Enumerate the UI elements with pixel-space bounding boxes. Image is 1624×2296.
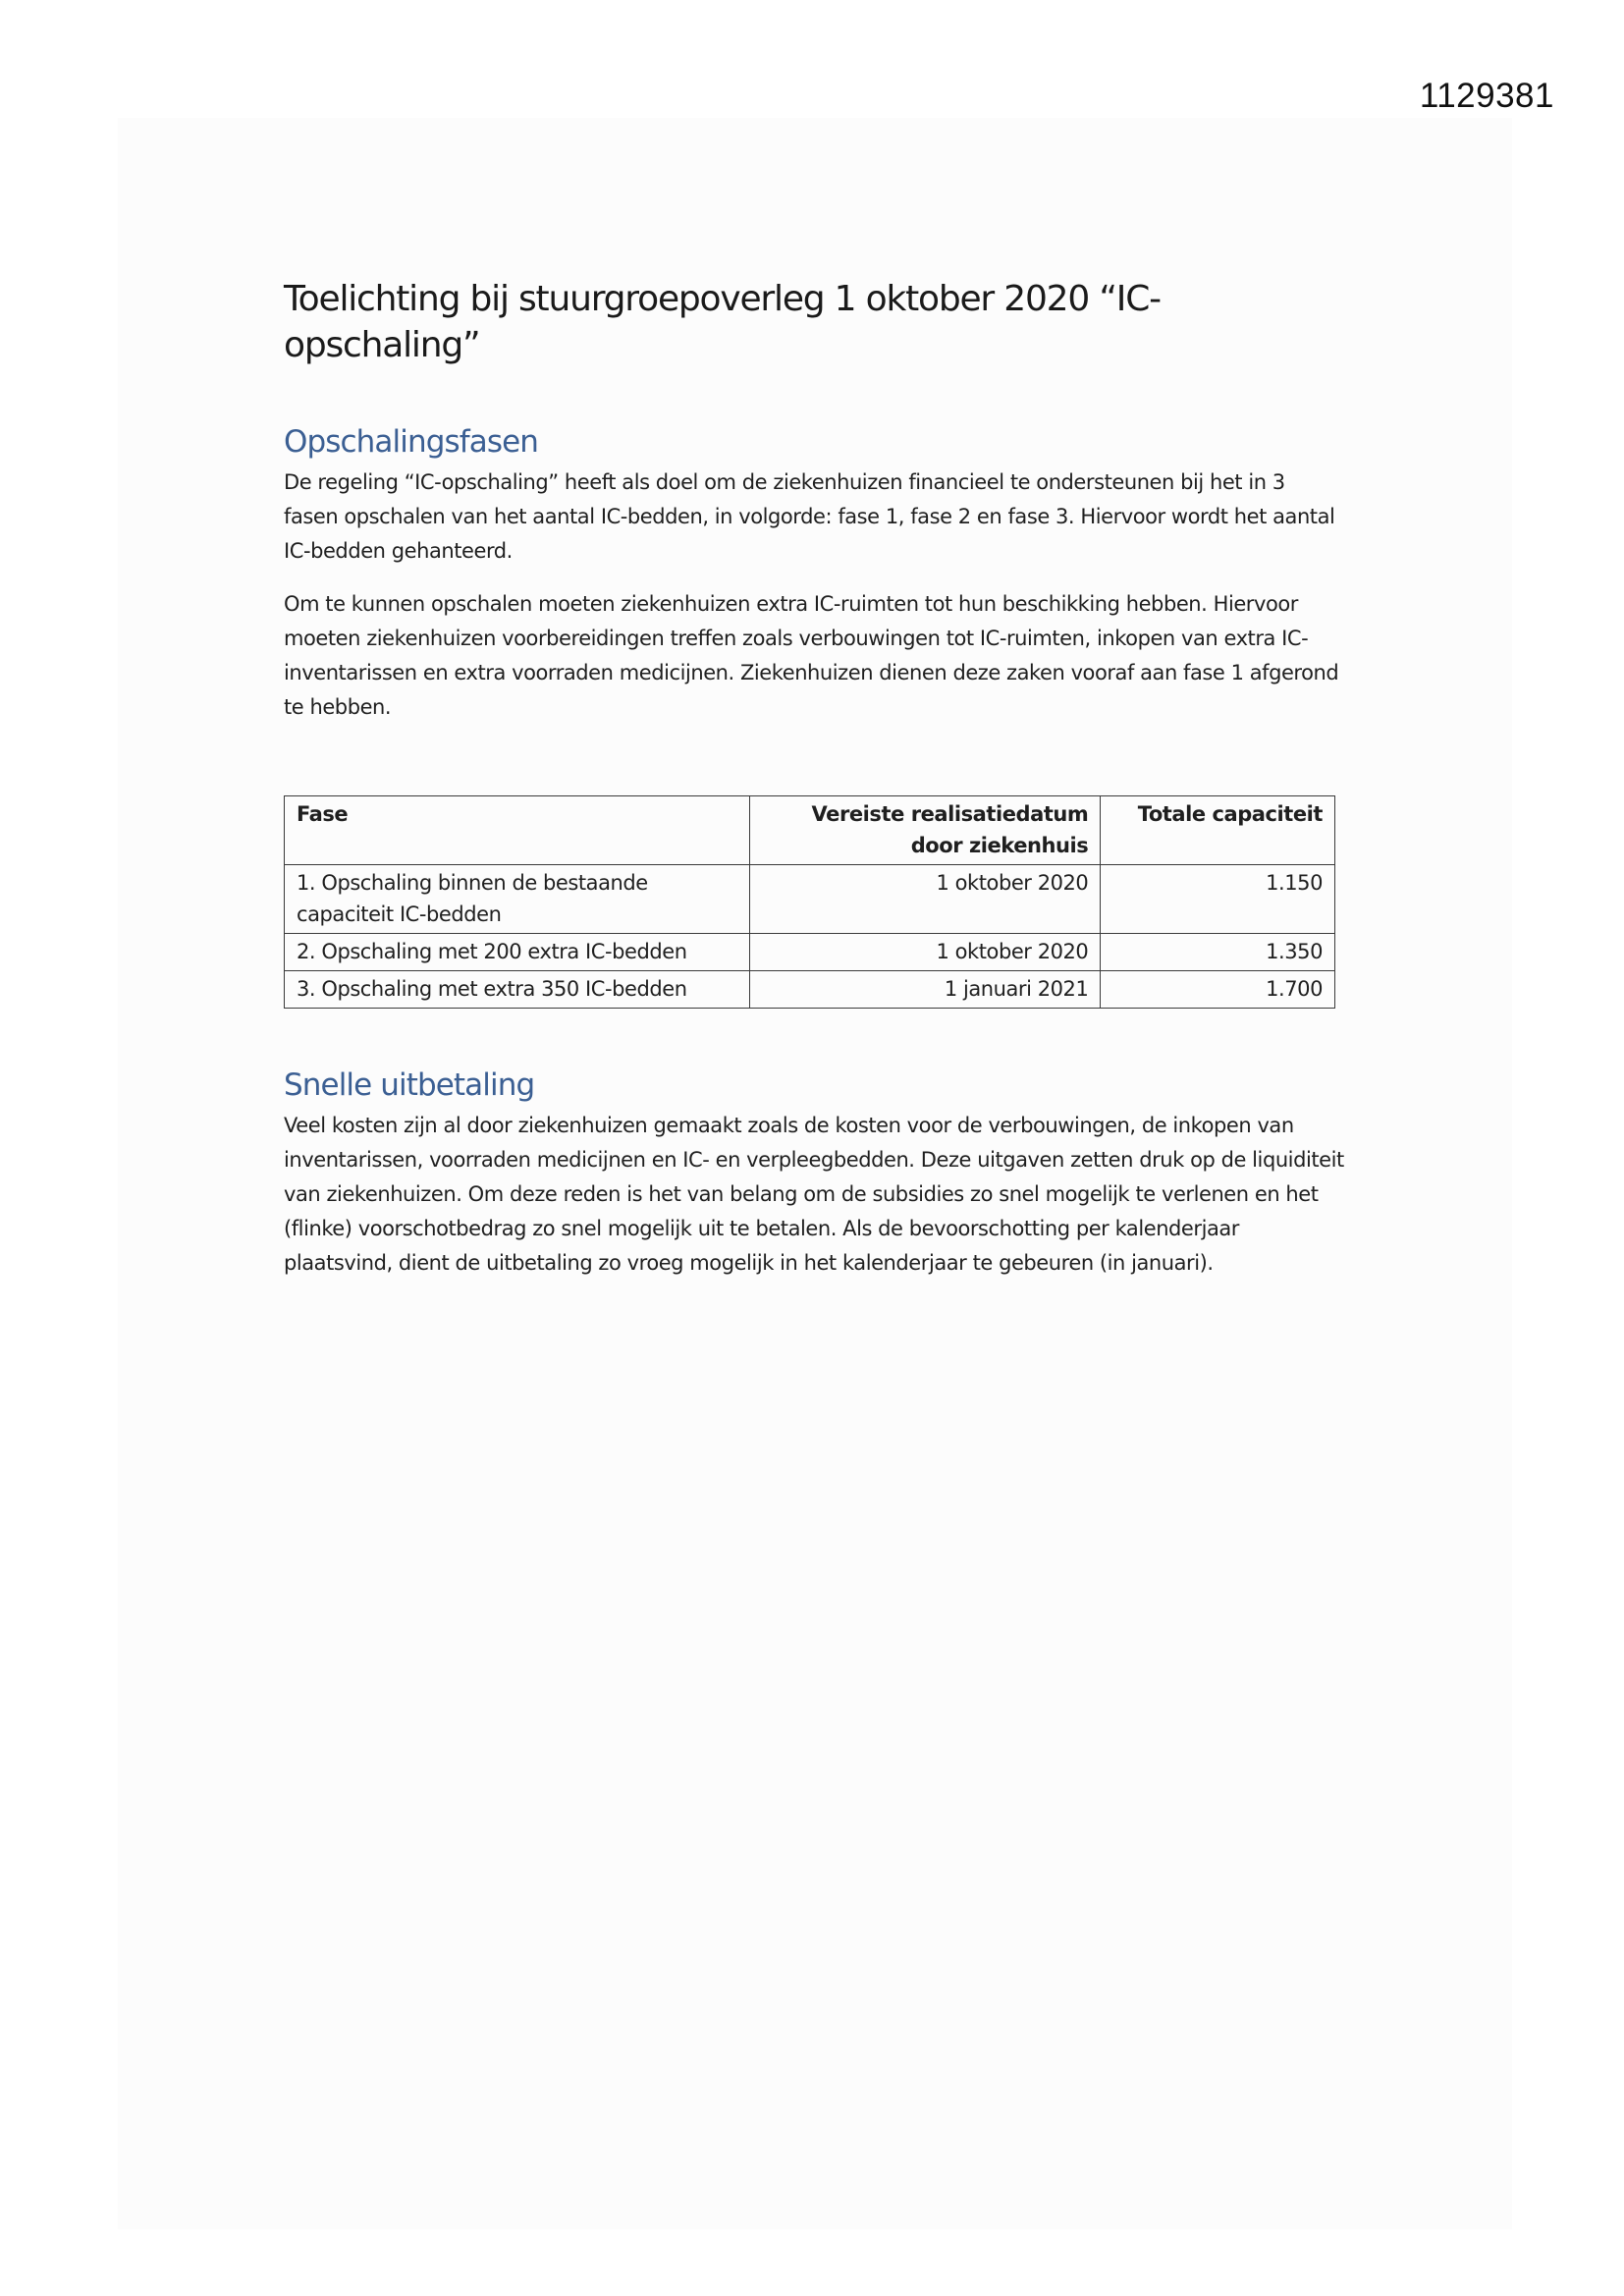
section-heading-snelle-uitbetaling: Snelle uitbetaling xyxy=(284,1066,535,1103)
paragraph: Om te kunnen opschalen moeten ziekenhuizen extra IC-ruimten tot hun beschikking hebben. Hiervoor moeten ziekenhuizen voorbereidingen treffen zoals verbouwingen tot IC-ruimten, inkopen van extra IC-inventarissen en extra voorraden medicijnen. Ziekenhuizen dienen deze zaken vooraf aan fase 1 afgerond te hebben. xyxy=(284,591,1339,719)
table-cell-datum: 1 oktober 2020 xyxy=(750,864,1101,933)
table-row xyxy=(285,933,1335,970)
paragraph: De regeling “IC-opschaling” heeft als doel om de ziekenhuizen financieel te ondersteunen bij het in 3 fasen opschalen van het aantal IC-bedden, in volgorde: fase 1, fase 2 en fase 3. Hiervoor wordt het aantal IC-bedden gehanteerd. xyxy=(284,469,1335,563)
table-cell-capaciteit: 1.150 xyxy=(1101,864,1335,933)
table-header-row xyxy=(285,795,1335,864)
table-cell-fase: 3. Opschaling met extra 350 IC-bedden xyxy=(285,970,750,1008)
table-row xyxy=(285,970,1335,1008)
table-cell-datum: 1 januari 2021 xyxy=(750,970,1101,1008)
paragraph: Veel kosten zijn al door ziekenhuizen gemaakt zoals de kosten voor de verbouwingen, de inkopen van inventarissen, voorraden medicijnen en IC- en verpleegbedden. Deze uitgaven zetten druk op de liquiditeit van ziekenhuizen. Om deze reden is het van belang om de subsidies zo snel mogelijk te verlenen en het (flinke) voorschotbedrag zo snel mogelijk uit te betalen. Als de bevoorschotting per kalenderjaar plaatsvind, dient de uitbetaling zo vroeg mogelijk in het kalenderjaar te gebeuren (in januari). xyxy=(284,1114,1344,1276)
document-number: 1129381 xyxy=(1419,77,1554,115)
table-row xyxy=(285,864,1335,933)
document-body xyxy=(284,277,1344,1281)
table-cell-fase: 2. Opschaling met 200 extra IC-bedden xyxy=(285,933,750,970)
column-header-realisatiedatum: Vereiste realisatiedatum door ziekenhuis xyxy=(750,795,1101,864)
table-cell-capaciteit: 1.700 xyxy=(1101,970,1335,1008)
phases-table xyxy=(284,795,1335,1009)
column-header-capaciteit: Totale capaciteit xyxy=(1101,795,1335,864)
document-title: Toelichting bij stuurgroepoverleg 1 oktober 2020 “IC-opschaling” xyxy=(284,279,1161,365)
table-cell-capaciteit: 1.350 xyxy=(1101,933,1335,970)
column-header-fase: Fase xyxy=(285,795,750,864)
table-cell-datum: 1 oktober 2020 xyxy=(750,933,1101,970)
table-cell-fase: 1. Opschaling binnen de bestaande capaciteit IC-bedden xyxy=(285,864,750,933)
section-heading-opschalingsfasen: Opschalingsfasen xyxy=(284,423,538,460)
